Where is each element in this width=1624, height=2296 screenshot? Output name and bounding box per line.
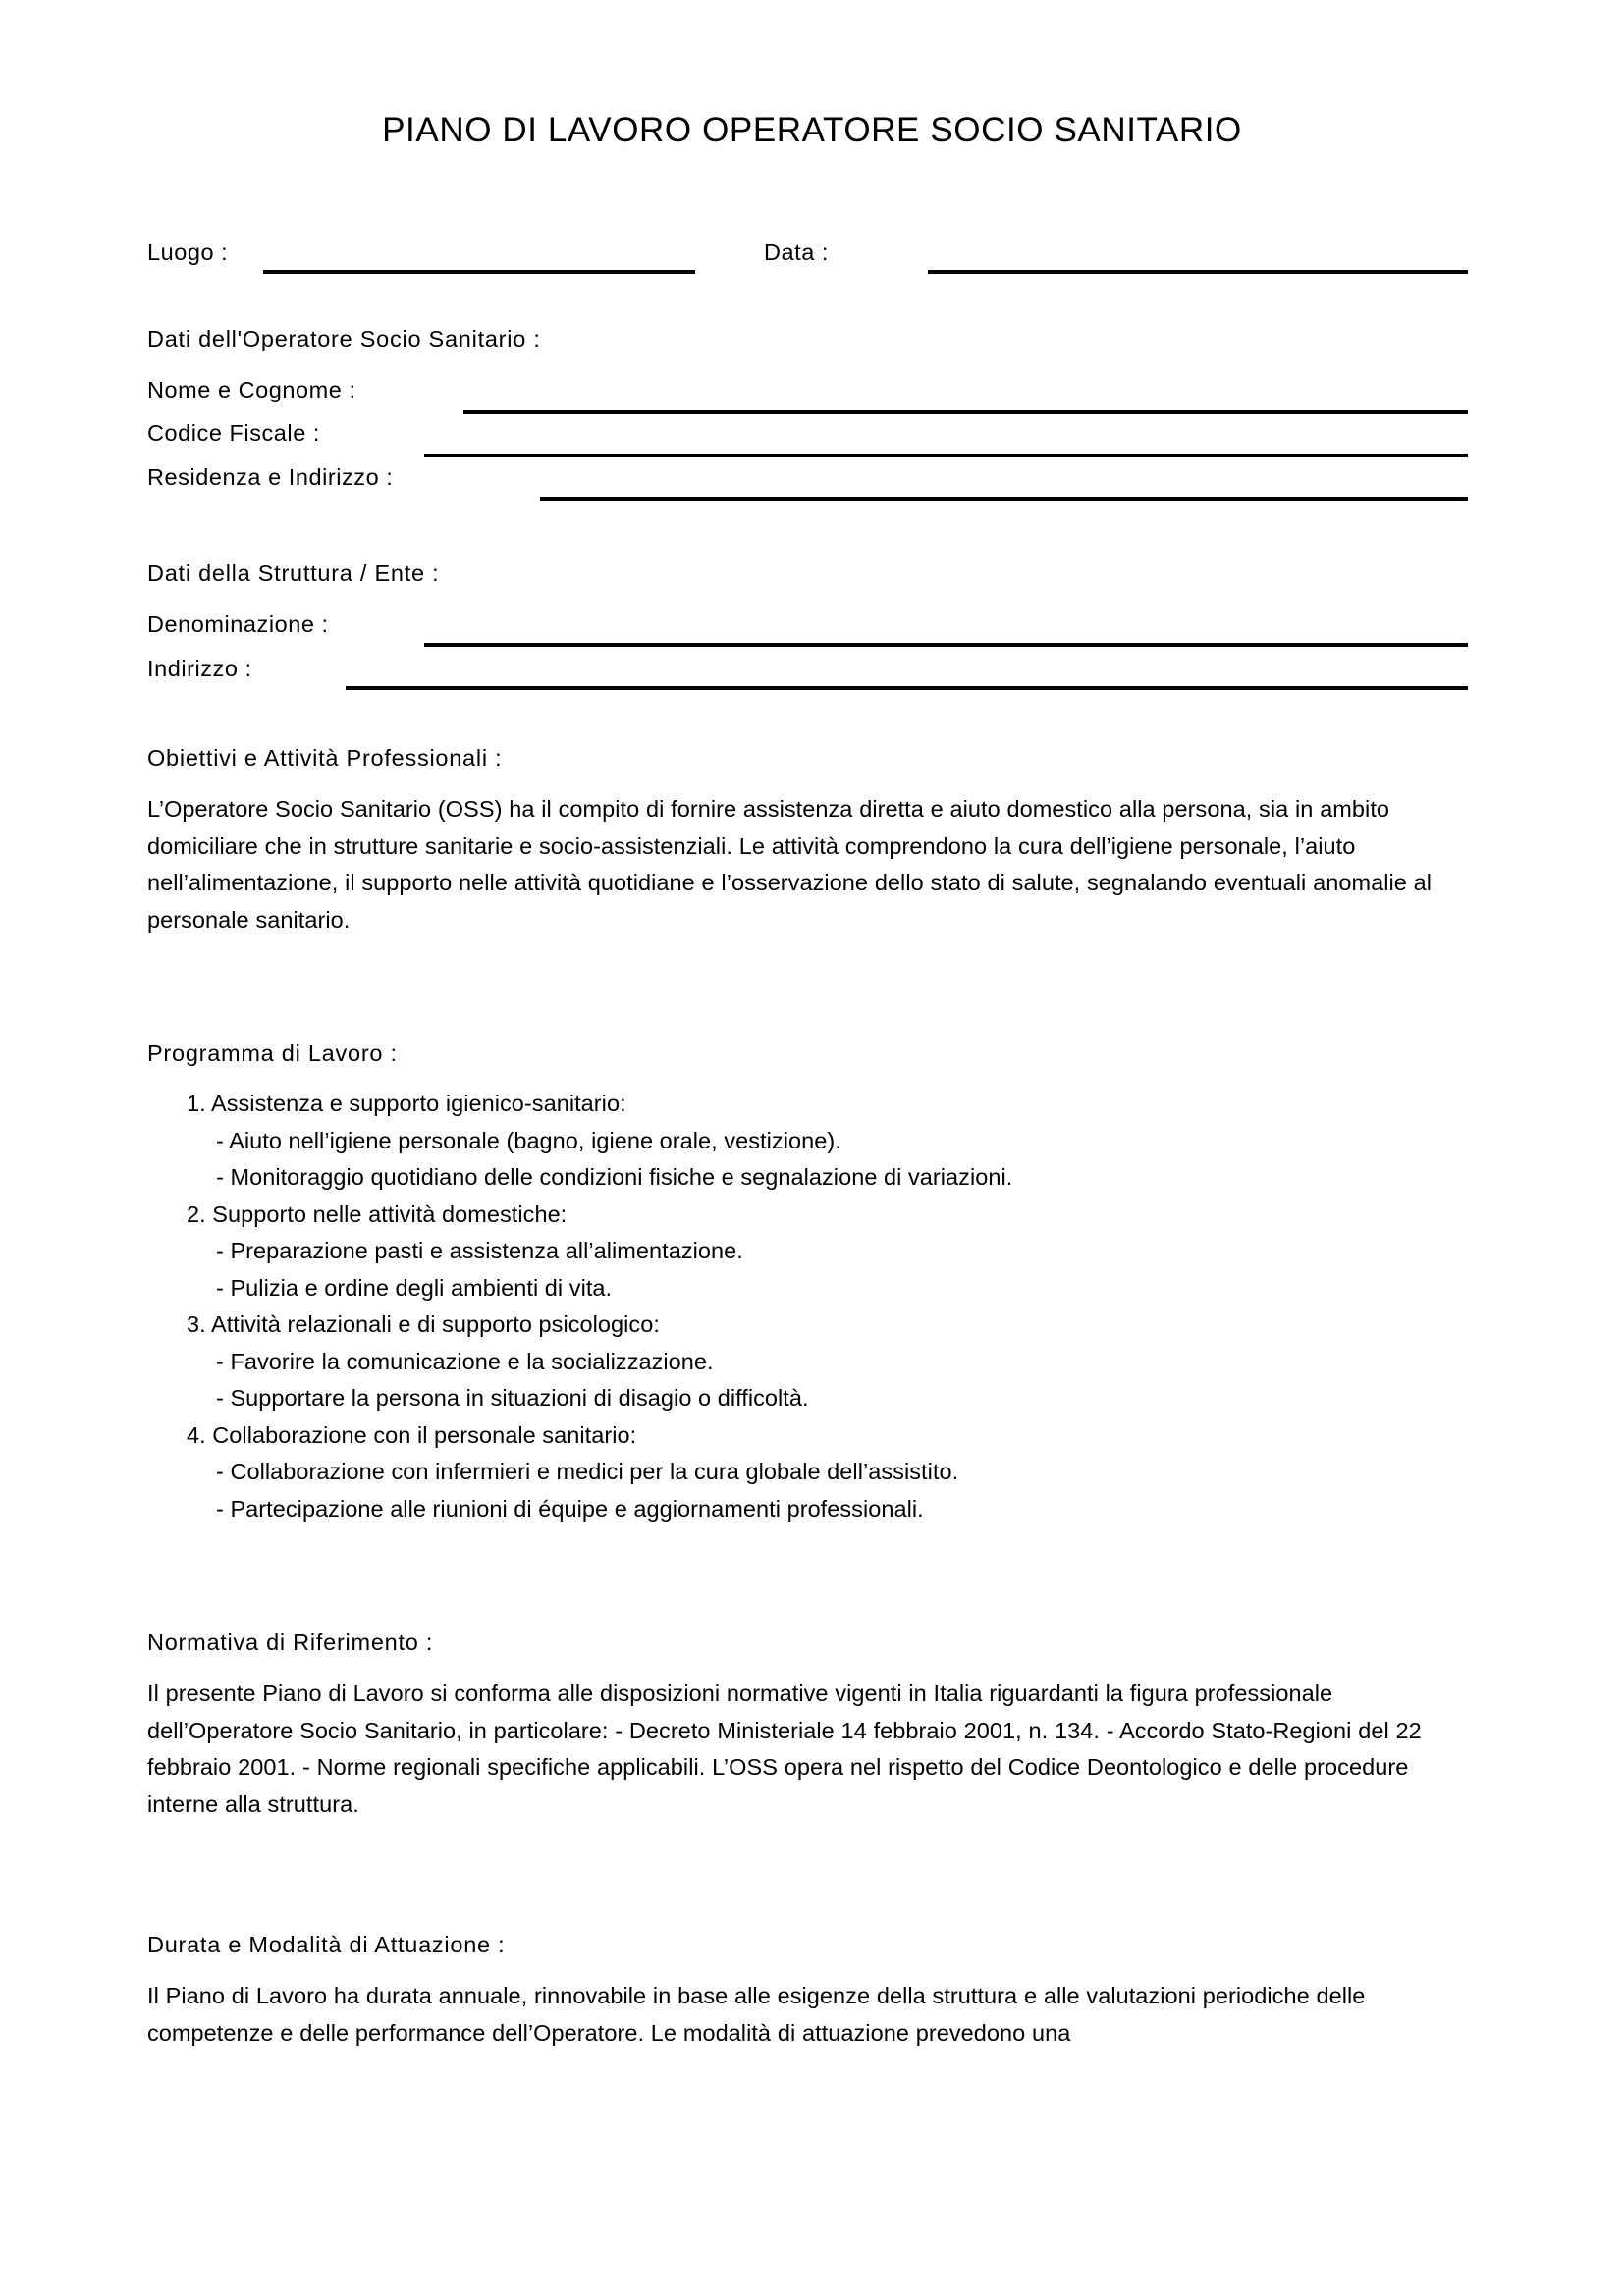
duration-section-heading: Durata e Modalità di Attuazione : xyxy=(147,1932,506,1957)
nome-cognome-input-rule[interactable] xyxy=(463,410,1468,414)
codice-fiscale-input-rule[interactable] xyxy=(424,454,1468,457)
programme-item-number: 2. Supporto nelle attività domestiche: xyxy=(187,1201,568,1227)
programme-subitem: - Monitoraggio quotidiano delle condizioni fisiche e segnalazione di variazioni. xyxy=(216,1164,1013,1190)
programme-subitem: - Partecipazione alle riunioni di équipe e aggiornamenti professionali. xyxy=(216,1495,924,1522)
page-title: PIANO DI LAVORO OPERATORE SOCIO SANITARIO xyxy=(382,111,1242,149)
denominazione-input-rule[interactable] xyxy=(424,643,1468,647)
luogo-label: Luogo : xyxy=(147,240,229,265)
programme-subitem: - Preparazione pasti e assistenza all’alimentazione. xyxy=(216,1238,743,1263)
data-label: Data : xyxy=(764,240,829,265)
operator-section-heading: Dati dell'Operatore Socio Sanitario : xyxy=(147,326,541,351)
structure-section-heading: Dati della Struttura / Ente : xyxy=(147,561,440,586)
data-input-rule[interactable] xyxy=(928,270,1468,274)
objectives-body-text: L’Operatore Socio Sanitario (OSS) ha il compito di fornire assistenza diretta e aiuto domestico alla persona, sia in ambito domiciliare che in strutture sanitarie e socio-assistenziali. Le attività comprendono la cura dell’igiene personale, l’aiuto nell’alimentazione, il supporto nelle attività quotidiane e l’osservazione dello stato di salute, segnalando eventuali anomalie al personale sanitario. xyxy=(147,796,1433,933)
programme-subitem: - Collaborazione con infermieri e medici per la cura globale dell’assistito. xyxy=(216,1459,959,1484)
indirizzo-label: Indirizzo : xyxy=(147,656,252,681)
programme-subitem: - Pulizia e ordine degli ambienti di vita. xyxy=(216,1274,613,1301)
regulations-body-text: Il presente Piano di Lavoro si conforma alle disposizioni normative vigenti in Italia riguardanti la figura professionale dell’Operatore Socio Sanitario, in particolare: - Decreto Ministeriale 14 febbraio 2001, n. 134. - Accordo Stato-Regioni del 22 febbraio 2001. - Norme regionali specifiche applicabili. L’OSS opera nel rispetto del Codice Deontologico e delle procedure interne alla struttura. xyxy=(147,1681,1422,1817)
regulations-section-heading: Normativa di Riferimento : xyxy=(147,1629,434,1655)
duration-body-text: Il Piano di Lavoro ha durata annuale, rinnovabile in base alle esigenze della struttura e alle valutazioni periodiche delle competenze e delle performance dell’Operatore. Le modalità di attuazione prevedono una xyxy=(147,1983,1366,2046)
programme-item-number: 1. Assistenza e supporto igienico-sanitario: xyxy=(187,1091,626,1116)
programme-item-number: 3. Attività relazionali e di supporto psicologico: xyxy=(187,1311,660,1337)
residenza-indirizzo-label: Residenza e Indirizzo : xyxy=(147,464,394,490)
programme-section-heading: Programma di Lavoro : xyxy=(147,1041,398,1066)
programme-subitem: - Aiuto nell’igiene personale (bagno, igiene orale, vestizione). xyxy=(216,1127,841,1153)
programme-subitem: - Favorire la comunicazione e la socializzazione. xyxy=(216,1348,714,1374)
residenza-indirizzo-input-rule[interactable] xyxy=(540,497,1468,501)
objectives-section-heading: Obiettivi e Attività Professionali : xyxy=(147,745,503,771)
indirizzo-input-rule[interactable] xyxy=(346,686,1468,690)
luogo-input-rule[interactable] xyxy=(263,270,695,274)
denominazione-label: Denominazione : xyxy=(147,612,329,637)
programme-item-number: 4. Collaborazione con il personale sanitario: xyxy=(187,1421,637,1448)
programme-subitem: - Supportare la persona in situazioni di disagio o difficoltà. xyxy=(216,1385,809,1411)
programme-list xyxy=(147,1086,1463,1527)
nome-cognome-label: Nome e Cognome : xyxy=(147,377,356,402)
codice-fiscale-label: Codice Fiscale : xyxy=(147,420,320,446)
